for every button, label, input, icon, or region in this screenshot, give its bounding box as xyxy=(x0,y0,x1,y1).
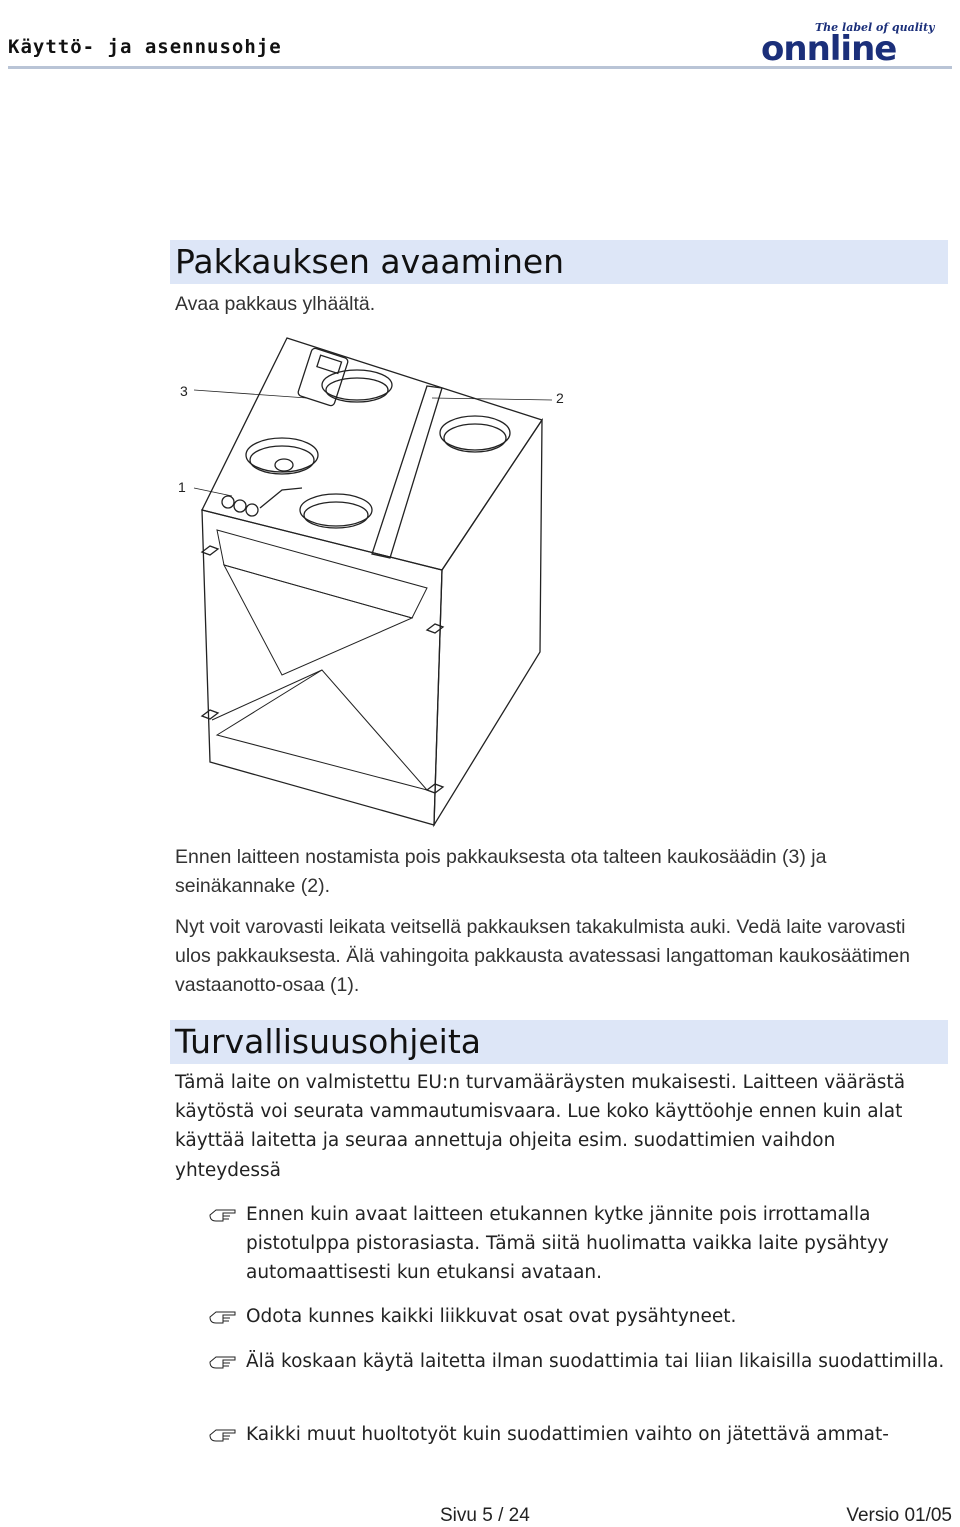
callout-3: 3 xyxy=(180,383,188,399)
bullet-text: Kaikki muut huoltotyöt kuin suodattimien vaihto on jätettävä ammat- xyxy=(246,1424,889,1445)
pointing-hand-icon xyxy=(208,1206,238,1224)
section-heading-text: Turvallisuusohjeita xyxy=(175,1022,482,1061)
version-label: Versio 01/05 xyxy=(846,1505,952,1526)
bullet-text: Älä koskaan käytä laitetta ilman suodattimia tai liian likaisilla suodattimilla. xyxy=(246,1351,945,1372)
unpack-paragraph-1: Ennen laitteen nostamista pois pakkauksesta ota talteen kaukosäädin (3) ja seinäkannake (2). xyxy=(175,846,827,898)
logo-tagline: The label of quality xyxy=(815,21,935,34)
logo-text: onnline xyxy=(761,29,897,64)
onnline-logo xyxy=(757,18,952,64)
section-heading-text: Pakkauksen avaaminen xyxy=(175,242,565,281)
section-heading-unpacking xyxy=(170,240,948,284)
unpack-paragraph-2: Nyt voit varovasti leikata veitsellä pakkauksen takakulmista auki. Vedä laite varovasti ulos pakkauksesta. Älä vahingoita pakkausta avatessasi langattoman kaukosäätimen vastaanotto-osaa (1). xyxy=(175,916,910,997)
page-number: Sivu 5 / 24 xyxy=(440,1505,530,1526)
pointing-hand-icon xyxy=(208,1426,238,1444)
header-divider xyxy=(8,66,952,69)
section-heading-safety xyxy=(170,1020,948,1064)
unpack-intro: Avaa pakkaus ylhäältä. xyxy=(175,293,376,315)
pointing-hand-icon xyxy=(208,1308,238,1326)
bullet-text: Ennen kuin avaat laitteen etukannen kytke jännite pois irrottamalla pistotulppa pistorasiasta. Tämä siitä huolimatta vaikka laite pysähtyy automaattisesti kun etukansi avataan. xyxy=(246,1204,889,1284)
unit-packaging-illustration xyxy=(172,330,572,830)
callout-2: 2 xyxy=(556,390,564,406)
bullet-text: Odota kunnes kaikki liikkuvat osat ovat pysähtyneet. xyxy=(246,1306,737,1327)
callout-1: 1 xyxy=(178,479,186,495)
page-header xyxy=(8,18,952,68)
safety-intro: Tämä laite on valmistettu EU:n turvamääräysten mukaisesti. Laitteen väärästä käytöstä voi seurata vammautumisvaara. Lue koko käyttöohje ennen kuin alat käyttää laitetta ja seuraa annettuja ohjeita esim. suodattimien vaihdon yhteydessä xyxy=(175,1072,906,1181)
pointing-hand-icon xyxy=(208,1353,238,1371)
document-title: Käyttö- ja asennusohje xyxy=(8,36,282,58)
